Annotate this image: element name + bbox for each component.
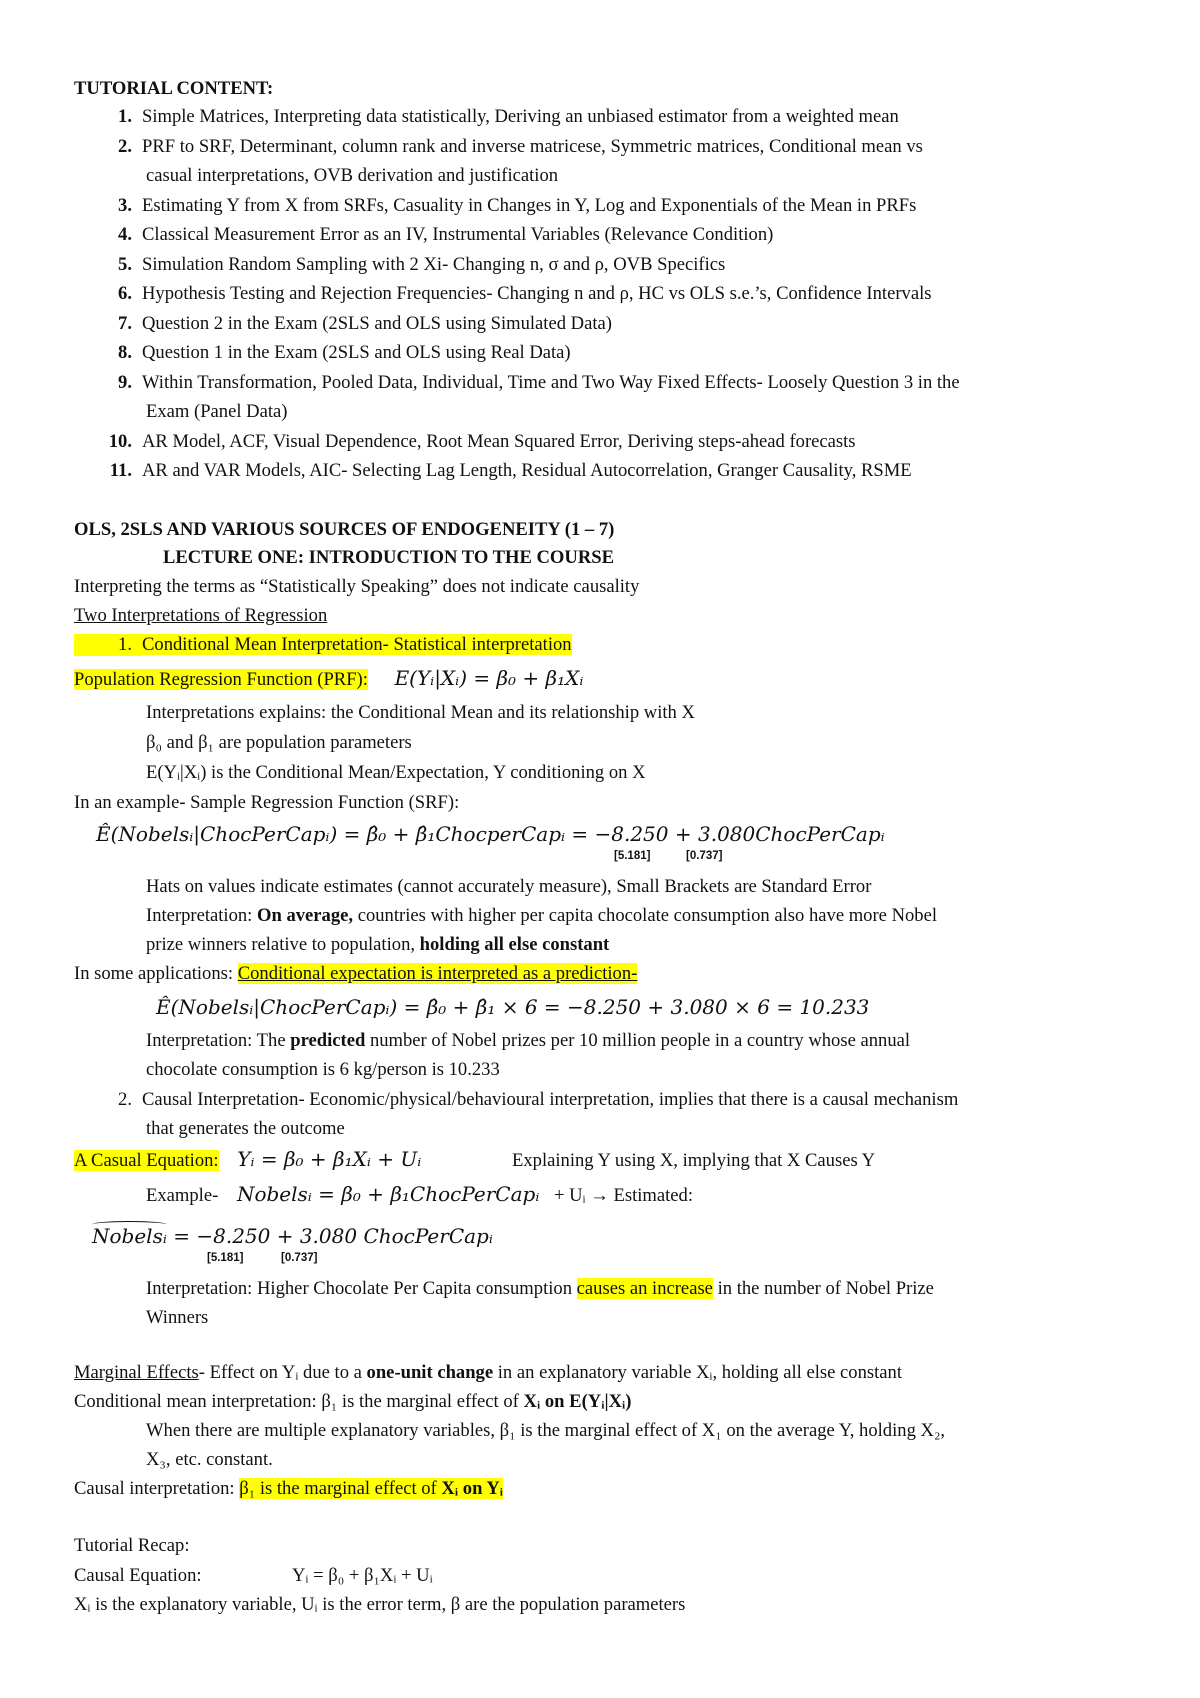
pred-interp-line-1 <box>146 1030 910 1052</box>
recap-title: Tutorial Recap: <box>74 1535 190 1556</box>
causal-eq-label: A Casual Equation: <box>74 1150 219 1171</box>
prediction-equation: Ê(Nobelsᵢ|ChocPerCapᵢ) = β̂₀ + β̂₁ × 6 = −8.250 + 3.080 × 6 = 10.233 <box>156 995 870 1019</box>
pred-interp-post: number of Nobel prizes per 10 million people in a country whose annual <box>365 1030 911 1051</box>
marginal-text-b: in an explanatory variable Xᵢ, holding all else constant <box>493 1362 902 1383</box>
marginal-label: Marginal Effects <box>74 1362 199 1383</box>
list-item <box>74 283 931 305</box>
interp-line-1 <box>146 905 937 927</box>
interp-line-2 <box>146 934 609 956</box>
list-item-continuation: Exam (Panel Data) <box>146 401 288 422</box>
marginal-multi-1: When there are multiple explanatory variables, β₁ is the marginal effect of X₁ on the average Y, holding X₂, <box>146 1420 946 1441</box>
list-item-text: Simple Matrices, Interpreting data statistically, Deriving an unbiased estimator from a weighted mean <box>142 106 899 127</box>
example-line <box>146 1183 693 1207</box>
list-item <box>74 195 916 217</box>
list-number: 4. <box>118 224 132 245</box>
list-item <box>74 254 725 276</box>
list-number: 3. <box>118 194 132 216</box>
recap-eq-label: Causal Equation: <box>74 1565 202 1586</box>
list-number: 2. <box>118 135 132 157</box>
marginal-multi-2: X₃, etc. constant. <box>146 1449 273 1470</box>
list-item <box>74 224 773 246</box>
estimated-lhs: Nobelsᵢ <box>92 1224 167 1248</box>
marginal-cond-bold: Xᵢ on E(Yᵢ|Xᵢ) <box>523 1391 632 1412</box>
causal-line-1: Causal Interpretation- Economic/physical/behavioural interpretation, implies that there is a causal mechanism <box>142 1089 959 1110</box>
list-item-text: Hypothesis Testing and Rejection Frequencies- Changing n and ρ, HC vs OLS s.e.’s, Confidence Intervals <box>142 283 932 304</box>
conditional-title: Conditional Mean Interpretation- Statistical interpretation <box>142 634 572 655</box>
list-item-text: PRF to SRF, Determinant, column rank and inverse matricese, Symmetric matrices, Conditional mean vs <box>142 135 923 157</box>
interp-bold-holding: holding all else constant <box>419 934 610 955</box>
list-item-text: AR Model, ACF, Visual Dependence, Root Mean Squared Error, Deriving steps-ahead forecasts <box>142 430 856 452</box>
causal-interp-post: in the number of Nobel Prize <box>712 1278 934 1299</box>
estimated-equation <box>92 1225 493 1247</box>
prf-equation: E(Yᵢ|Xᵢ) = β₀ + β₁Xᵢ <box>394 666 584 690</box>
list-number: 9. <box>118 371 132 393</box>
conditional-item <box>74 634 572 656</box>
causal-interp-line-1 <box>146 1278 934 1300</box>
est-se-intercept: [5.181] <box>207 1252 244 1264</box>
list-item-text: Simulation Random Sampling with 2 Xi- Changing n, σ and ρ, OVB Specifics <box>142 253 726 275</box>
list-item <box>74 136 923 158</box>
lecture-title: LECTURE ONE: INTRODUCTION TO THE COURSE <box>163 547 614 568</box>
list-number: 1. <box>74 634 142 656</box>
pred-interp-line-2: chocolate consumption is 6 kg/person is 10.233 <box>146 1059 500 1080</box>
hats-note: Hats on values indicate estimates (cannot accurately measure), Small Brackets are Standard Error <box>146 876 872 897</box>
causal-equation: Yᵢ = β₀ + β₁Xᵢ + Uᵢ <box>237 1147 422 1171</box>
explain-1: Interpretations explains: the Conditional Mean and its relationship with X <box>146 702 695 723</box>
list-number: 7. <box>118 312 132 334</box>
causal-interp-prefix: Interpretation: Higher Chocolate Per Capita consumption <box>146 1278 577 1299</box>
list-item <box>74 342 571 364</box>
prediction-highlight: Conditional expectation is interpreted as a prediction- <box>237 963 638 984</box>
list-item-text: Classical Measurement Error as an IV, Instrumental Variables (Relevance Condition) <box>142 224 774 245</box>
marginal-line-1 <box>74 1362 902 1384</box>
list-number: 10. <box>108 430 132 452</box>
prf-label: Population Regression Function (PRF): <box>74 669 368 690</box>
list-number: 6. <box>118 283 132 304</box>
causal-line-2: that generates the outcome <box>146 1118 345 1139</box>
list-item <box>74 313 612 335</box>
marginal-conditional-line <box>74 1391 632 1413</box>
list-item-text: AR and VAR Models, AIC- Selecting Lag Length, Residual Autocorrelation, Granger Causality, RSME <box>142 460 912 481</box>
list-item-text: Within Transformation, Pooled Data, Individual, Time and Two Way Fixed Effects- Loosely Question 3 in the <box>142 371 960 393</box>
prediction-prefix: In some applications: <box>74 963 238 984</box>
recap-note: Xᵢ is the explanatory variable, Uᵢ is the error term, β are the population parameters <box>74 1594 686 1615</box>
section-title: OLS, 2SLS AND VARIOUS SOURCES OF ENDOGENEITY (1 – 7) <box>74 519 615 540</box>
pred-interp-bold: predicted <box>290 1030 366 1051</box>
list-item-text: Estimating Y from X from SRFs, Casuality in Changes in Y, Log and Exponentials of the Mean in PRFs <box>142 194 917 216</box>
list-number: 5. <box>118 253 132 275</box>
example-post: + Uᵢ → Estimated: <box>549 1185 694 1206</box>
interp-line2-prefix: prize winners relative to population, <box>146 934 420 955</box>
example-label: Example- <box>146 1185 219 1206</box>
causal-interp-highlight: causes an increase <box>576 1278 713 1299</box>
list-item-text: Question 2 in the Exam (2SLS and OLS using Simulated Data) <box>142 312 612 334</box>
pred-interp-prefix: Interpretation: The <box>146 1030 291 1051</box>
list-number: 1. <box>118 106 132 127</box>
list-item-continuation: casual interpretations, OVB derivation and justification <box>146 165 559 186</box>
recap-equation: Yᵢ = β₀ + β₁Xᵢ + Uᵢ <box>292 1565 433 1586</box>
marginal-causal-prefix: Causal interpretation: <box>74 1478 240 1499</box>
causal-eq-line <box>74 1148 421 1172</box>
marginal-text-a: - Effect on Yᵢ due to a <box>198 1362 367 1383</box>
srf-equation: Ê(Nobelsᵢ|ChocPerCapᵢ) = β̂₀ + β̂₁ChocperCapᵢ = −8.250 + 3.080ChocPerCapᵢ <box>96 822 885 846</box>
intro-text: Interpreting the terms as “Statistically Speaking” does not indicate causality <box>74 576 640 597</box>
explain-2: β₀ and β₁ are population parameters <box>146 732 412 753</box>
causal-item <box>74 1089 958 1111</box>
est-se-slope: [0.737] <box>281 1252 318 1264</box>
marginal-causal-line <box>74 1478 503 1500</box>
causal-interp-line-2: Winners <box>146 1307 209 1328</box>
prf-line <box>74 667 583 691</box>
list-number: 8. <box>118 342 132 363</box>
marginal-causal-highlight: β₁ is the marginal effect of <box>239 1478 442 1499</box>
list-number: 11. <box>109 460 132 481</box>
srf-label: In an example- Sample Regression Function (SRF): <box>74 792 460 813</box>
explain-3: E(Yᵢ|Xᵢ) is the Conditional Mean/Expectation, Y conditioning on X <box>146 762 646 783</box>
marginal-bold: one-unit change <box>366 1362 494 1383</box>
list-item <box>74 460 912 482</box>
srf-se-slope: [0.737] <box>686 850 723 862</box>
causal-eq-note: Explaining Y using X, implying that X Causes Y <box>512 1150 876 1171</box>
interp-prefix: Interpretation: <box>146 905 257 926</box>
tutorial-heading: TUTORIAL CONTENT: <box>74 78 274 99</box>
example-equation: Nobelsᵢ = β₀ + β₁ChocPerCapᵢ <box>236 1182 540 1206</box>
interp-bold-average: On average, <box>257 905 354 926</box>
marginal-causal-highlight-bold: Xᵢ on Yᵢ <box>441 1478 504 1499</box>
marginal-cond-prefix: Conditional mean interpretation: β₁ is the marginal effect of <box>74 1391 524 1412</box>
list-item <box>74 106 899 128</box>
list-item <box>74 431 856 453</box>
estimated-rhs: = −8.250 + 3.080 ChocPerCapᵢ <box>173 1224 493 1248</box>
prediction-line <box>74 963 637 985</box>
list-item <box>74 372 960 394</box>
two-interp-heading: Two Interpretations of Regression <box>74 605 328 626</box>
srf-se-intercept: [5.181] <box>614 850 651 862</box>
interp-middle: countries with higher per capita chocolate consumption also have more Nobel <box>353 905 938 926</box>
list-item-text: Question 1 in the Exam (2SLS and OLS using Real Data) <box>142 342 571 363</box>
list-number: 2. <box>118 1089 132 1110</box>
